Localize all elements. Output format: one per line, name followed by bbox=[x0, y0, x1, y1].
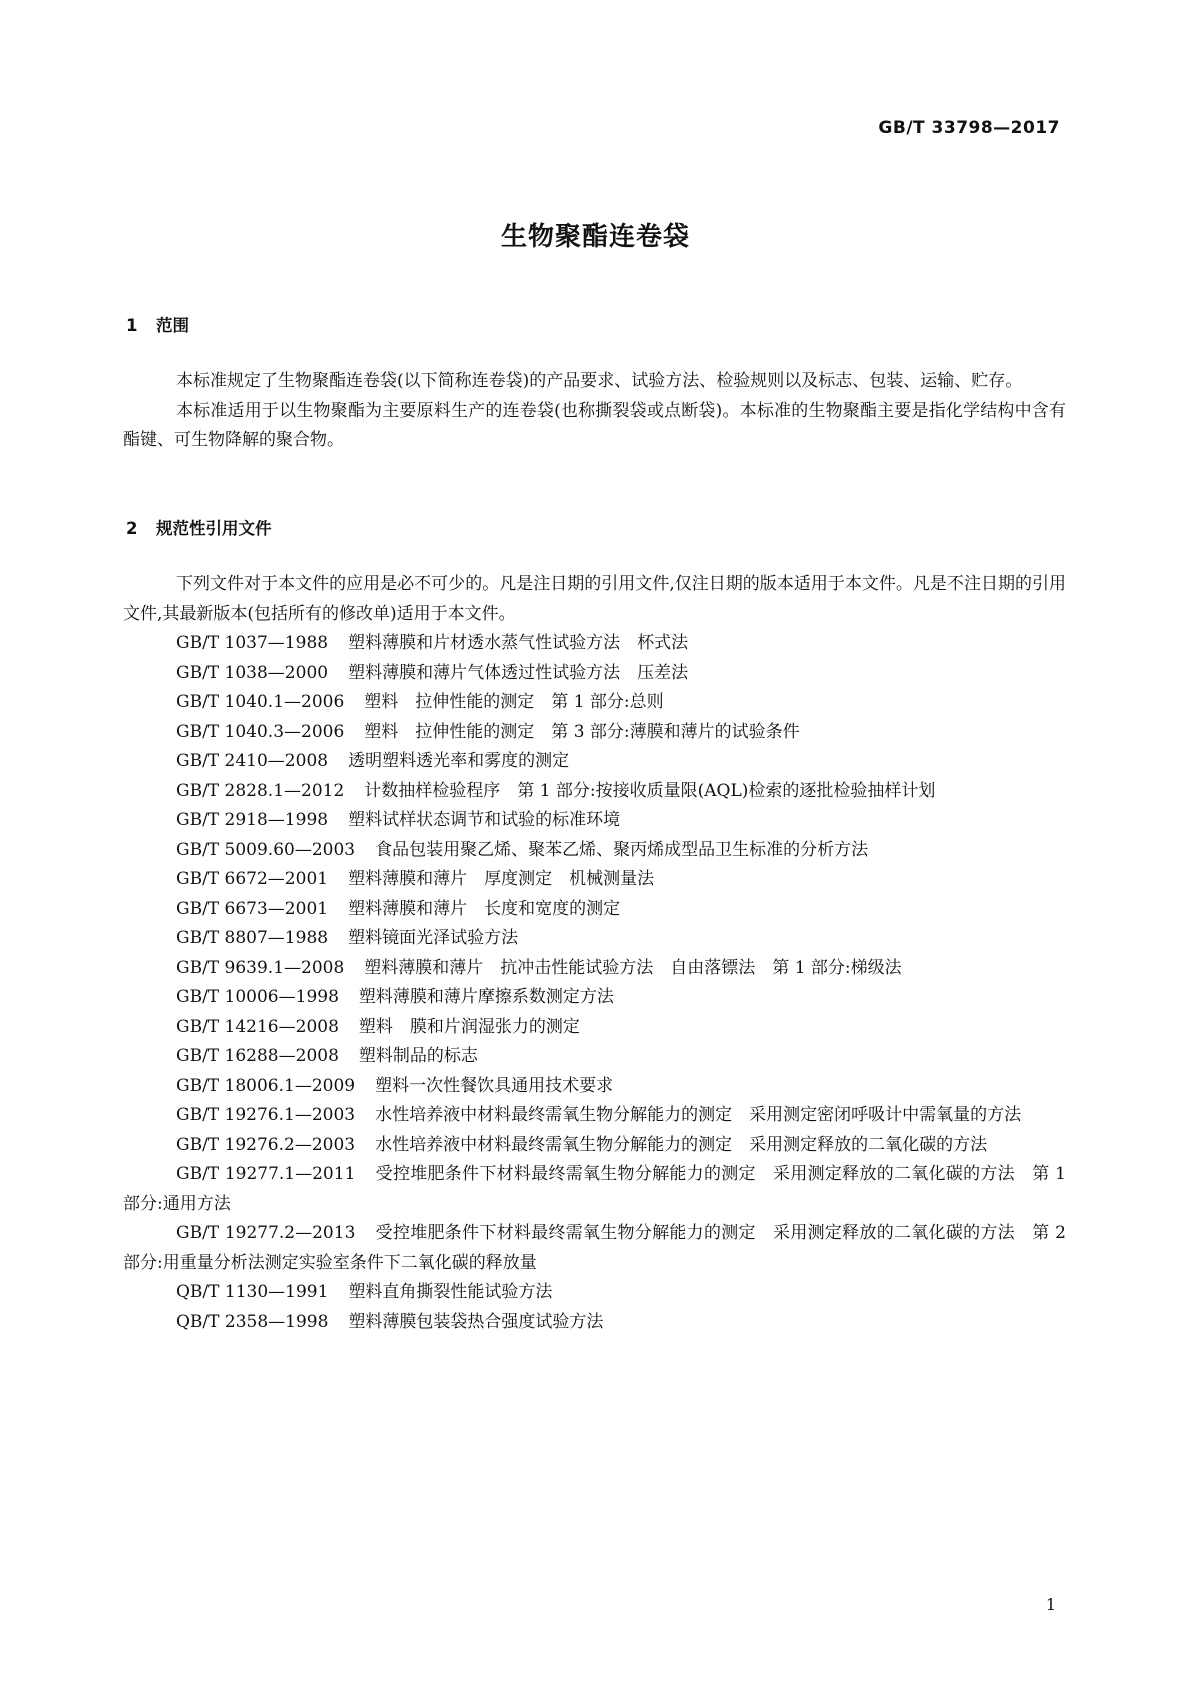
reference-code: QB/T 2358—1998 bbox=[176, 1311, 329, 1332]
reference-title: 塑料试样状态调节和试验的标准环境 bbox=[348, 810, 621, 830]
section-1-heading bbox=[126, 312, 189, 336]
reference-item bbox=[123, 718, 1066, 748]
reference-item bbox=[123, 1308, 1066, 1338]
reference-code: GB/T 6672—2001 bbox=[176, 869, 329, 889]
reference-code: GB/T 2918—1998 bbox=[176, 810, 329, 830]
standard-code: GB/T 33798—2017 bbox=[878, 118, 1060, 138]
reference-title: 塑料薄膜和薄片 抗冲击性能试验方法 自由落镖法 第 1 部分:梯级法 bbox=[364, 957, 902, 978]
page-number: 1 bbox=[1045, 1595, 1056, 1614]
reference-code: GB/T 1038—2000 bbox=[176, 662, 329, 683]
reference-code: GB/T 1037—1988 bbox=[176, 633, 329, 653]
reference-item bbox=[123, 1219, 1066, 1278]
reference-title: 塑料 拉伸性能的测定 第 1 部分:总则 bbox=[364, 692, 664, 712]
reference-code: GB/T 19277.2—2013 bbox=[176, 1223, 356, 1243]
reference-title: 水性培养液中材料最终需氧生物分解能力的测定 采用测定密闭呼吸计中需氧量的方法 bbox=[375, 1105, 1022, 1125]
reference-code: GB/T 9639.1—2008 bbox=[176, 957, 345, 978]
reference-item bbox=[123, 777, 1066, 807]
reference-item bbox=[123, 1160, 1066, 1219]
reference-title: 透明塑料透光率和雾度的测定 bbox=[348, 751, 570, 771]
reference-item bbox=[123, 629, 1066, 659]
reference-code: GB/T 19277.1—2011 bbox=[176, 1164, 356, 1184]
reference-title: 塑料薄膜和薄片摩擦系数测定方法 bbox=[358, 987, 614, 1007]
section-1-number: 1 bbox=[126, 316, 138, 335]
reference-title: 塑料直角撕裂性能试验方法 bbox=[348, 1282, 553, 1302]
reference-code: GB/T 14216—2008 bbox=[176, 1016, 339, 1037]
reference-item bbox=[123, 983, 1066, 1013]
reference-title: 塑料薄膜和薄片 长度和宽度的测定 bbox=[348, 898, 621, 919]
section-2-heading bbox=[126, 515, 272, 539]
reference-title: 计数抽样检验程序 第 1 部分:按接收质量限(AQL)检索的逐批检验抽样计划 bbox=[364, 780, 936, 801]
reference-title: 食品包装用聚乙烯、聚苯乙烯、聚丙烯成型品卫生标准的分析方法 bbox=[375, 839, 869, 860]
reference-item bbox=[123, 924, 1066, 954]
section-2-number: 2 bbox=[126, 519, 138, 538]
reference-list bbox=[123, 629, 1066, 1337]
reference-code: GB/T 19276.2—2003 bbox=[176, 1134, 356, 1155]
reference-item bbox=[123, 954, 1066, 984]
scope-paragraph-2: 本标准适用于以生物聚酯为主要原料生产的连卷袋(也称撕裂袋或点断袋)。本标准的生物聚酯主要是指化学结构中含有酯键、可生物降解的聚合物。 bbox=[123, 400, 1066, 450]
reference-item bbox=[123, 659, 1066, 689]
reference-code: GB/T 10006—1998 bbox=[176, 987, 339, 1007]
reference-code: GB/T 16288—2008 bbox=[176, 1046, 339, 1066]
reference-title: 水性培养液中材料最终需氧生物分解能力的测定 采用测定释放的二氧化碳的方法 bbox=[375, 1134, 988, 1155]
reference-title: 塑料薄膜和薄片 厚度测定 机械测量法 bbox=[348, 869, 655, 889]
reference-item bbox=[123, 688, 1066, 718]
reference-title: 塑料薄膜包装袋热合强度试验方法 bbox=[348, 1311, 604, 1332]
reference-item bbox=[123, 1072, 1066, 1102]
reference-title: 塑料镜面光泽试验方法 bbox=[348, 928, 519, 948]
reference-title: 塑料薄膜和片材透水蒸气性试验方法 杯式法 bbox=[348, 633, 689, 653]
reference-item bbox=[123, 865, 1066, 895]
reference-title: 受控堆肥条件下材料最终需氧生物分解能力的测定 采用测定释放的二氧化碳的方法 第 2 部分:用重量分析法测定实验室条件下二氧化碳的释放量 bbox=[123, 1223, 1067, 1273]
reference-code: GB/T 19276.1—2003 bbox=[176, 1105, 356, 1125]
reference-title: 塑料 膜和片润湿张力的测定 bbox=[358, 1016, 580, 1037]
reference-item bbox=[123, 747, 1066, 777]
reference-item bbox=[123, 836, 1066, 866]
reference-code: GB/T 6673—2001 bbox=[176, 898, 329, 919]
reference-item bbox=[123, 1131, 1066, 1161]
reference-item bbox=[123, 1042, 1066, 1072]
document-title: 生物聚酯连卷袋 bbox=[500, 222, 690, 252]
reference-code: GB/T 2410—2008 bbox=[176, 751, 329, 771]
scope-paragraph-1: 本标准规定了生物聚酯连卷袋(以下简称连卷袋)的产品要求、试验方法、检验规则以及标志、包装、运输、贮存。 bbox=[176, 371, 1023, 391]
reference-item bbox=[123, 1013, 1066, 1043]
section-1-title: 范围 bbox=[156, 316, 189, 335]
reference-title: 塑料 拉伸性能的测定 第 3 部分:薄膜和薄片的试验条件 bbox=[364, 721, 800, 742]
reference-code: QB/T 1130—1991 bbox=[176, 1282, 329, 1302]
reference-title: 塑料薄膜和薄片气体透过性试验方法 压差法 bbox=[348, 662, 689, 683]
reference-code: GB/T 1040.3—2006 bbox=[176, 721, 345, 742]
section-1-body bbox=[123, 367, 1066, 456]
reference-title: 塑料制品的标志 bbox=[358, 1046, 478, 1066]
reference-code: GB/T 2828.1—2012 bbox=[176, 780, 345, 801]
reference-item bbox=[123, 1278, 1066, 1308]
references-intro: 下列文件对于本文件的应用是必不可少的。凡是注日期的引用文件,仅注日期的版本适用于本文件。凡是不注日期的引用文件,其最新版本(包括所有的修改单)适用于本文件。 bbox=[123, 574, 1066, 624]
reference-code: GB/T 8807—1988 bbox=[176, 928, 329, 948]
reference-code: GB/T 1040.1—2006 bbox=[176, 692, 345, 712]
reference-title: 塑料一次性餐饮具通用技术要求 bbox=[375, 1075, 614, 1096]
reference-title: 受控堆肥条件下材料最终需氧生物分解能力的测定 采用测定释放的二氧化碳的方法 第 1 部分:通用方法 bbox=[123, 1164, 1067, 1214]
reference-code: GB/T 5009.60—2003 bbox=[176, 839, 356, 860]
reference-code: GB/T 18006.1—2009 bbox=[176, 1075, 356, 1096]
reference-item bbox=[123, 806, 1066, 836]
section-2-body bbox=[123, 570, 1066, 1337]
section-2-title: 规范性引用文件 bbox=[156, 519, 272, 538]
reference-item bbox=[123, 1101, 1066, 1131]
reference-item bbox=[123, 895, 1066, 925]
